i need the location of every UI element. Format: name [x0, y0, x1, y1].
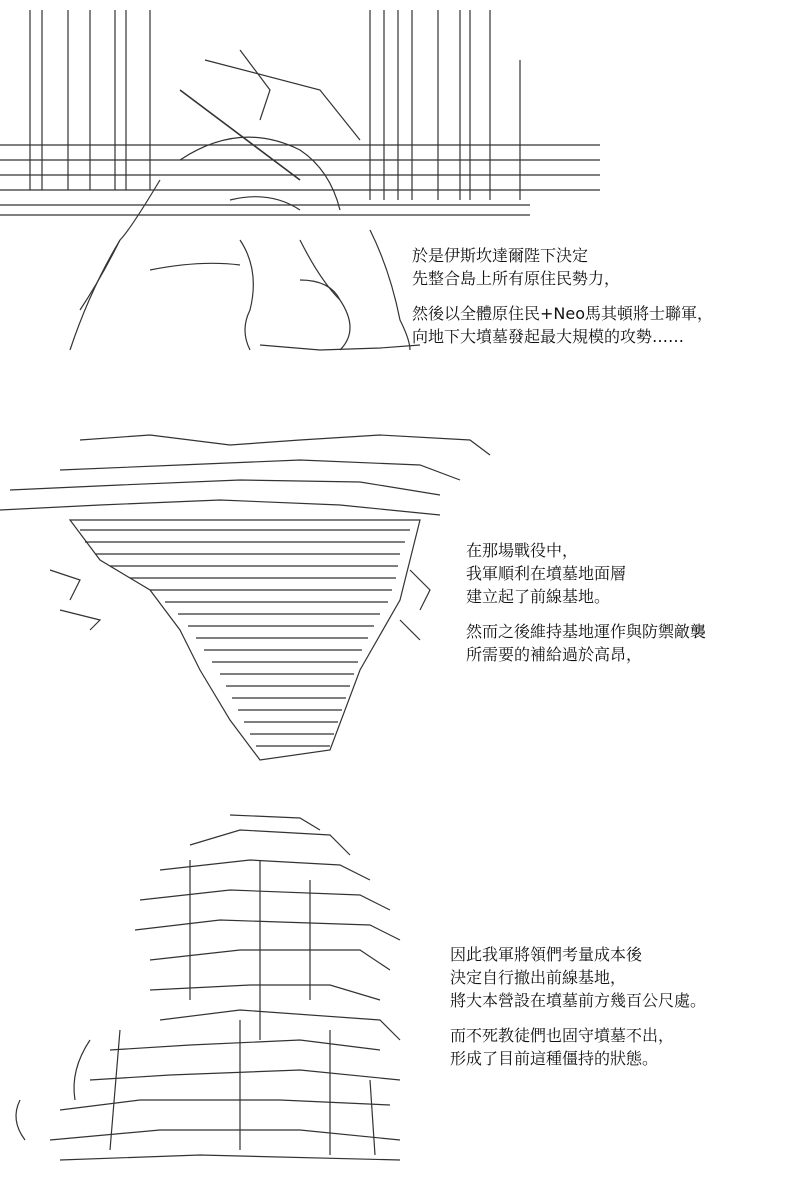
caption-line: 在那場戰役中， [466, 541, 579, 560]
caption-line: 於是伊斯坎達爾陛下決定 [412, 246, 589, 265]
caption-block [412, 244, 713, 360]
ascii-art-rubble-pile [0, 800, 430, 1170]
caption-line: 向地下大墳墓發起最大規模的攻勢…… [412, 327, 685, 346]
ascii-art-floating-base [0, 420, 500, 780]
caption-line: 而不死教徒們也固守墳墓不出， [450, 1026, 675, 1045]
panel-3 [0, 800, 800, 1170]
caption-line: 因此我軍將領們考量成本後 [450, 945, 643, 964]
caption-line: 決定自行撤出前線基地， [450, 968, 627, 987]
caption-line: 然後以全體原住民+Neo馬其頓將士聯軍， [412, 304, 714, 323]
caption-line: 我軍順利在墳墓地面層 [466, 564, 627, 583]
caption-line: 形成了目前這種僵持的狀態。 [450, 1049, 659, 1068]
caption-line: 建立起了前線基地。 [466, 587, 611, 606]
caption-line: 先整合島上所有原住民勢力， [412, 269, 621, 288]
panel-1 [0, 0, 800, 380]
caption-block [450, 943, 706, 1082]
panel-2 [0, 420, 800, 790]
caption-block [466, 539, 706, 678]
caption-line: 然而之後維持基地運作與防禦敵襲 [466, 622, 707, 641]
caption-line: 所需要的補給過於高昂， [466, 645, 643, 664]
caption-line: 將大本營設在墳墓前方幾百公尺處。 [450, 991, 707, 1010]
